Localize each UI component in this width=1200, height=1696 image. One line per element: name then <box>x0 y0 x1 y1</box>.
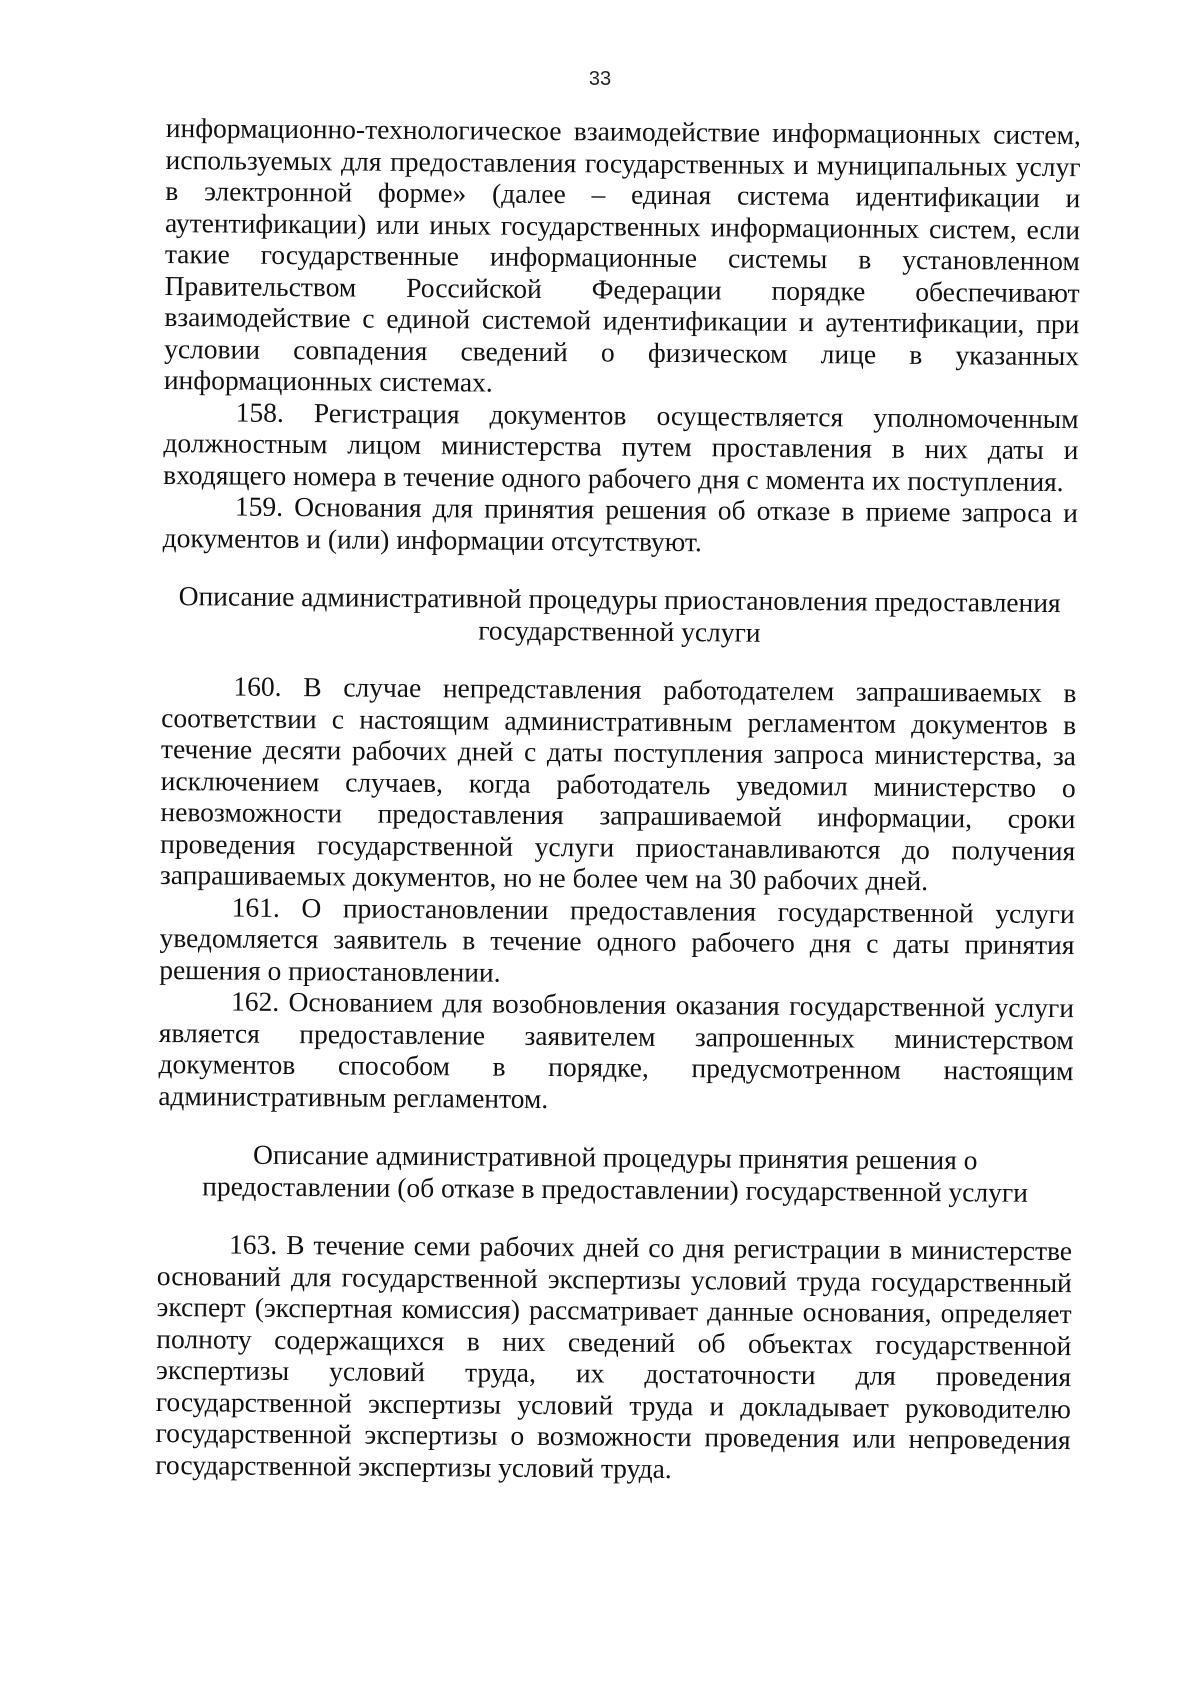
document-body <box>155 112 1081 1487</box>
paragraph-162: 162. Основанием для возобновления оказания государственной услуги является предоставление заявителем запрошенных министерством документов способом в порядке, предусмотренном настоящим административным регламентом. <box>158 985 1075 1114</box>
page-number: 33 <box>588 68 612 90</box>
paragraph-159: 159. Основания для принятия решения об отказе в приеме запроса и документов и (или) информации отсутствуют. <box>162 490 1079 557</box>
paragraph-161: 161. О приостановлении предоставления государственной услуги уведомляется заявитель в течение одного рабочего дня с даты принятия решения о приостановлении. <box>159 891 1075 988</box>
section-heading-suspension: Описание административной процедуры приостановления предоставления государственной услуги <box>178 580 1061 648</box>
paragraph-158: 158. Регистрация документов осуществляется уполномоченным должностным лицом министерства путем проставления в них даты и входящего номера в течение одного рабочего дня с момента их поступления. <box>163 396 1079 497</box>
paragraph-continuation: информационно-технологическое взаимодействие информационных систем, используемых для предоставления государственных и муниципальных услуг в электронной форме» (далее – единая система идентификации и аутентификации) или иных государственных информационных систем, если такие государственные информационные системы в установленном Правительством Российской Федерации порядке обеспечивают взаимодействие с единой системой идентификации и аутентификации, при условии совпадения сведений о физическом лице в указанных информационных системах. <box>163 112 1081 398</box>
section-heading-decision: Описание административной процедуры принятия решения о предоставлении (об отказе в предоставлении) государственной услуги <box>202 1138 1029 1208</box>
paragraph-160: 160. В случае непредставления работодателем запрашиваемых в соответствии с настоящим административным регламентом документов в течение десяти рабочих дней с даты поступления запроса министерства, за исключением случаев, когда работодатель уведомил министерство о невозможности предоставления запрашиваемой информации, сроки проведения государственной услуги приостанавливаются до получения запрашиваемых документов, но не более чем на 30 рабочих дней. <box>159 670 1077 897</box>
paragraph-163: 163. В течение семи рабочих дней со дня регистрации в министерстве оснований для государственной экспертизы условий труда государственный эксперт (экспертная комиссия) рассматривает данные основания, определяет полноту содержащихся в них сведений об объектах государственной экспертизы условий труда, их достаточности для проведения государственной экспертизы условий труда и докладывает руководителю государственной экспертизы о возможности проведения или непроведения государственной экспертизы условий труда. <box>155 1228 1073 1484</box>
